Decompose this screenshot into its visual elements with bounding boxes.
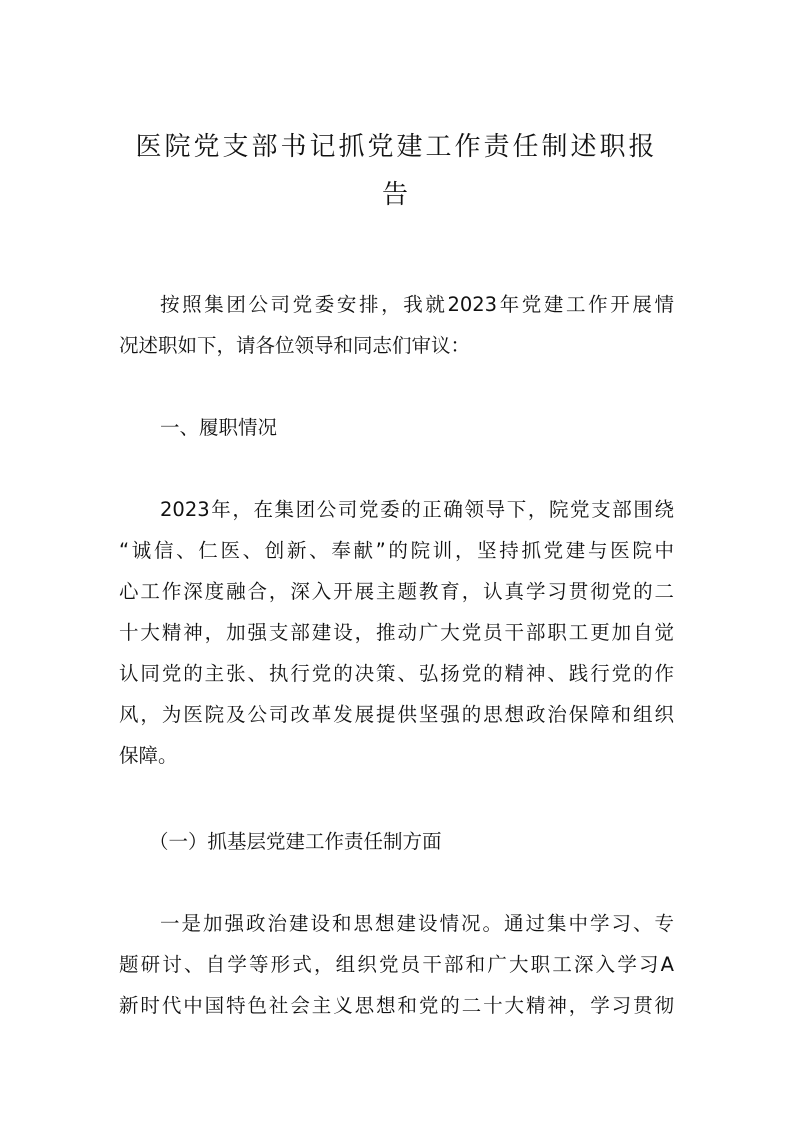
body-paragraph-line: 心工作深度融合，深入开展主题教育，认真学习贯彻党的二 [119,580,674,603]
intro-paragraph-line: 按照集团公司党委安排，我就2023年党建工作开展情 [160,293,674,316]
body-paragraph-line: “诚信、仁医、创新、奉献”的院训，坚持抓党建与医院中 [119,539,674,562]
body-paragraph-line: 新时代中国特色社会主义思想和党的二十大精神，学习贯彻 [119,994,674,1017]
intro-paragraph-line: 况述职如下，请各位领导和同志们审议： [119,334,471,357]
document-title-line-1: 医院党支部书记抓党建工作责任制述职报 [135,132,658,162]
body-paragraph-line: 题研讨、自学等形式，组织党员干部和广大职工深入学习A [119,953,674,976]
body-paragraph-line: 风，为医院及公司改革发展提供坚强的思想政治保障和组织 [119,703,674,726]
section-heading: 一、履职情况 [160,416,278,439]
body-paragraph-line: 保障。 [119,744,178,767]
body-paragraph-line: 一是加强政治建设和思想建设情况。通过集中学习、专 [160,912,674,935]
body-paragraph-line: 十大精神，加强支部建设，推动广大党员干部职工更加自觉 [119,621,674,644]
body-paragraph-line: 认同党的主张、执行党的决策、弘扬党的精神、践行党的作 [119,662,674,685]
document-title-line-2: 告 [381,180,411,210]
body-paragraph-line: 2023年，在集团公司党委的正确领导下，院党支部围绕 [160,498,674,521]
subsection-heading: （一）抓基层党建工作责任制方面 [149,830,442,853]
